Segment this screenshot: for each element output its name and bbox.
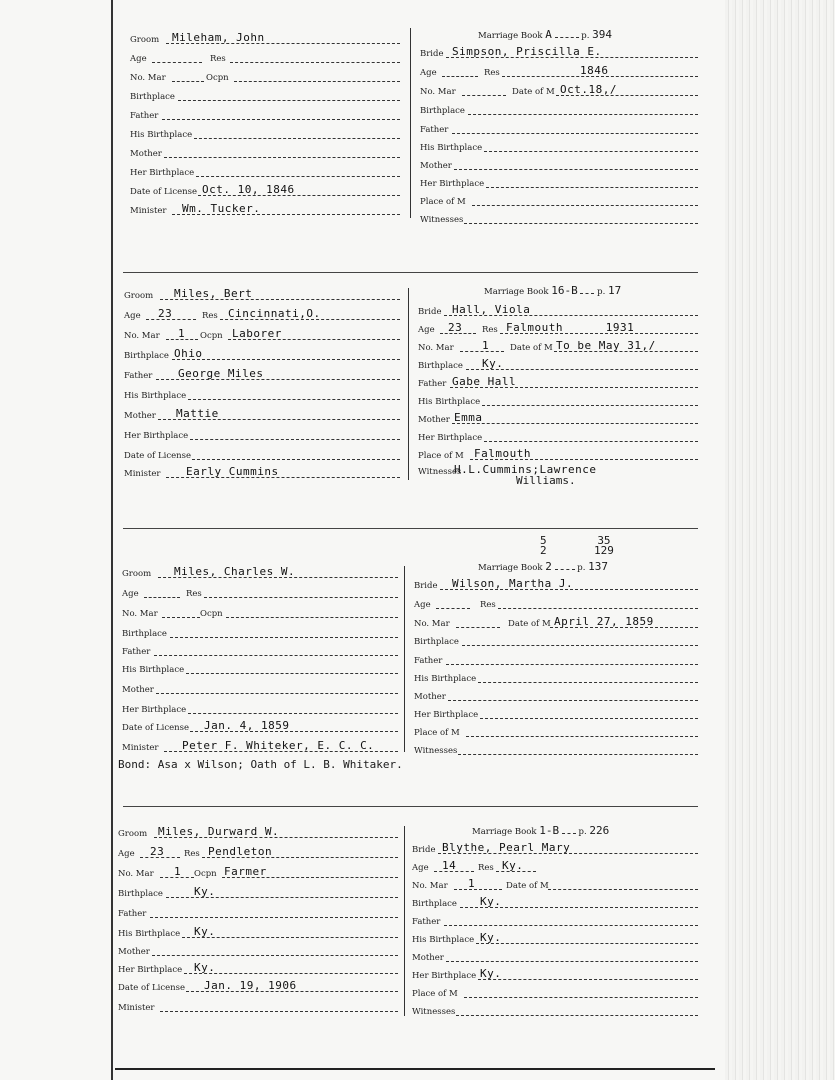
bride-name-row: Bride Blythe, Pearl Mary [412, 842, 698, 856]
groom-his-birthplace-row: His Birthplace [130, 127, 400, 141]
bride-name: Blythe, Pearl Mary [442, 841, 571, 854]
groom-minister-row: Minister Wm. Tucker. [130, 203, 400, 217]
marriage-book-ref: Marriage Book 16-B p. 17 [484, 284, 622, 297]
license-date: Oct. 10, 1846 [202, 183, 295, 196]
record-separator [123, 528, 698, 529]
bride-birthplace-row: Birthplace Ky. [412, 896, 698, 910]
bride-his-birthplace-row: His Birthplace [418, 394, 698, 408]
bride-name: Hall, Viola [452, 303, 531, 316]
bride-place-row: Place of M [420, 194, 698, 208]
bride-his-birthplace-row: His Birthplace [420, 140, 698, 154]
bride-mother-row: Mother [420, 158, 698, 172]
bride-name-row: Bride Wilson, Martha J. [414, 578, 698, 592]
groom-name-row: Groom Miles, Durward W. [118, 826, 398, 840]
bride-nomar-row: No. Mar Date of M April 27, 1859 [414, 616, 698, 630]
book-number: A [545, 28, 552, 41]
groom-her-birthplace-row: Her Birthplace [124, 428, 400, 442]
groom-name-row: Groom Miles, Bert [124, 288, 400, 302]
bride-father-row: Father [412, 914, 698, 928]
groom-her-birthplace-row: Her Birthplace Ky. [118, 962, 398, 976]
book-number: 16-B [551, 284, 578, 297]
record-divider [410, 28, 411, 218]
groom-his-birthplace-row: His Birthplace [122, 662, 398, 676]
groom-nomar-row: No. Mar Ocpn [122, 606, 398, 620]
groom-birthplace-row: Birthplace Ky. [118, 886, 398, 900]
bride-father-row: Father [420, 122, 698, 136]
bride-name-row: Bride Simpson, Priscilla E. [420, 46, 698, 60]
bride-age-row: Age 23 Res Falmouth 1931 [418, 322, 698, 336]
page-number: 137 [588, 560, 608, 573]
license-date: Jan. 4, 1859 [204, 719, 290, 732]
groom-license-row: Date of License [124, 448, 400, 462]
groom-birthplace-row: Birthplace Ohio [124, 348, 400, 362]
groom-age-row: Age 23 Res Cincinnati,O. [124, 308, 400, 322]
groom-father-row: Father [122, 644, 398, 658]
license-date: Jan. 19, 1906 [204, 979, 297, 992]
page-number: 17 [607, 284, 622, 297]
groom-license-row: Date of License Jan. 19, 1906 [118, 980, 398, 994]
groom-age-row: Age Res [130, 51, 400, 65]
minister-name: Peter F. Whiteker, E. C. C. [182, 739, 375, 752]
groom-mother-row: Mother [122, 682, 398, 696]
bride-witnesses-row: Witnesses [420, 212, 698, 226]
bride-witnesses-row: Witnesses [412, 1004, 698, 1018]
groom-name: Mileham, John [172, 31, 265, 44]
bride-birthplace-row: Birthplace Ky. [418, 358, 698, 372]
bride-mother-row: Mother [412, 950, 698, 964]
bride-nomar-row: No. Mar Date of M Oct.18,/ [420, 84, 698, 98]
marriage-book-ref: Marriage Book A p. 394 [478, 28, 612, 41]
bride-name: Simpson, Priscilla E. [452, 45, 602, 58]
bride-mother-row: Mother [414, 689, 698, 703]
bride-place-row: Place of M Falmouth [418, 448, 698, 462]
witnesses-continued: Williams. [516, 474, 576, 487]
bride-father-row: Father [414, 653, 698, 667]
groom-her-birthplace-row: Her Birthplace [122, 702, 398, 716]
groom-mother-row: Mother Mattie [124, 408, 400, 422]
bride-father-row: Father Gabe Hall [418, 376, 698, 390]
record-divider [404, 566, 405, 752]
record-separator [123, 272, 698, 273]
groom-name: Miles, Charles W. [174, 565, 296, 578]
groom-mother-row: Mother [130, 146, 400, 160]
groom-father-row: Father [130, 108, 400, 122]
bride-her-birthplace-row: Her Birthplace [418, 430, 698, 444]
groom-her-birthplace-row: Her Birthplace [130, 165, 400, 179]
bride-his-birthplace-row: His Birthplace [414, 671, 698, 685]
marriage-book-ref: Marriage Book 2 p. 137 [478, 560, 608, 573]
groom-mother-row: Mother [118, 944, 398, 958]
groom-name: Miles, Bert [174, 287, 253, 300]
record-divider [404, 826, 405, 1016]
groom-his-birthplace-row: His Birthplace Ky. [118, 926, 398, 940]
bride-name-row: Bride Hall, Viola [418, 304, 698, 318]
groom-birthplace-row: Birthplace [122, 626, 398, 640]
bride-age-row: Age 14 Res Ky. [412, 860, 698, 874]
groom-license-row: Date of License Oct. 10, 1846 [130, 184, 400, 198]
minister-name: Wm. Tucker. [182, 202, 261, 215]
groom-nomar-row: No. Mar 1 Ocpn Laborer [124, 328, 400, 342]
bride-witnesses-row: Witnesses [414, 743, 698, 757]
bride-place-row: Place of M [412, 986, 698, 1000]
bride-her-birthplace-row: Her Birthplace [414, 707, 698, 721]
groom-father-row: Father [118, 906, 398, 920]
groom-his-birthplace-row: His Birthplace [124, 388, 400, 402]
groom-name-row: Groom Mileham, John [130, 32, 400, 46]
groom-name: Miles, Durward W. [158, 825, 280, 838]
bond-note: Bond: Asa x Wilson; Oath of L. B. Whitaker. [118, 758, 403, 771]
bottom-rule [115, 1068, 715, 1070]
groom-nomar-row: No. Mar 1 Ocpn Farmer [118, 866, 398, 880]
groom-minister-row: Minister Peter F. Whiteker, E. C. C. [122, 740, 398, 754]
bride-nomar-row: No. Mar 1 Date of M To be May 31,/ [418, 340, 698, 354]
page-stack: 35 129 [594, 534, 614, 557]
bride-birthplace-row: Birthplace [420, 103, 698, 117]
groom-father-row: Father George Miles [124, 368, 400, 382]
bride-place-row: Place of M [414, 725, 698, 739]
book-number: 1-B [539, 824, 560, 837]
bride-name: Wilson, Martha J. [452, 577, 574, 590]
bride-her-birthplace-row: Her Birthplace [420, 176, 698, 190]
record-separator [123, 806, 698, 807]
record-divider [408, 288, 409, 480]
groom-minister-row: Minister [118, 1000, 398, 1014]
groom-nomar-row: No. Mar Ocpn [130, 70, 400, 84]
page-number: 226 [589, 824, 610, 837]
bride-mother-row: Mother Emma [418, 412, 698, 426]
bride-his-birthplace-row: His Birthplace Ky. [412, 932, 698, 946]
scan-margin [725, 0, 835, 1080]
groom-license-row: Date of License Jan. 4, 1859 [122, 720, 398, 734]
bride-witnesses-row: Witnesses H.L.Cummins;Lawrence [418, 463, 597, 477]
book-number: 2 [545, 560, 552, 573]
bride-birthplace-row: Birthplace [414, 634, 698, 648]
groom-birthplace-row: Birthplace [130, 89, 400, 103]
bride-age-row: Age Res 1846 [420, 65, 698, 79]
bride-her-birthplace-row: Her Birthplace Ky. [412, 968, 698, 982]
groom-age-row: Age Res [122, 586, 398, 600]
bride-nomar-row: No. Mar 1 Date of M [412, 878, 698, 892]
minister-name: Early Cummins [186, 465, 279, 478]
bride-age-row: Age Res [414, 597, 698, 611]
groom-minister-row: Minister Early Cummins [124, 466, 400, 480]
page-number: 394 [592, 28, 612, 41]
groom-name-row: Groom Miles, Charles W. [122, 566, 398, 580]
page-left-edge [111, 0, 113, 1080]
marriage-book-ref: Marriage Book 1-B p. 226 [472, 824, 610, 837]
groom-age-row: Age 23 Res Pendleton [118, 846, 398, 860]
book-stack: 5 2 [540, 534, 547, 557]
